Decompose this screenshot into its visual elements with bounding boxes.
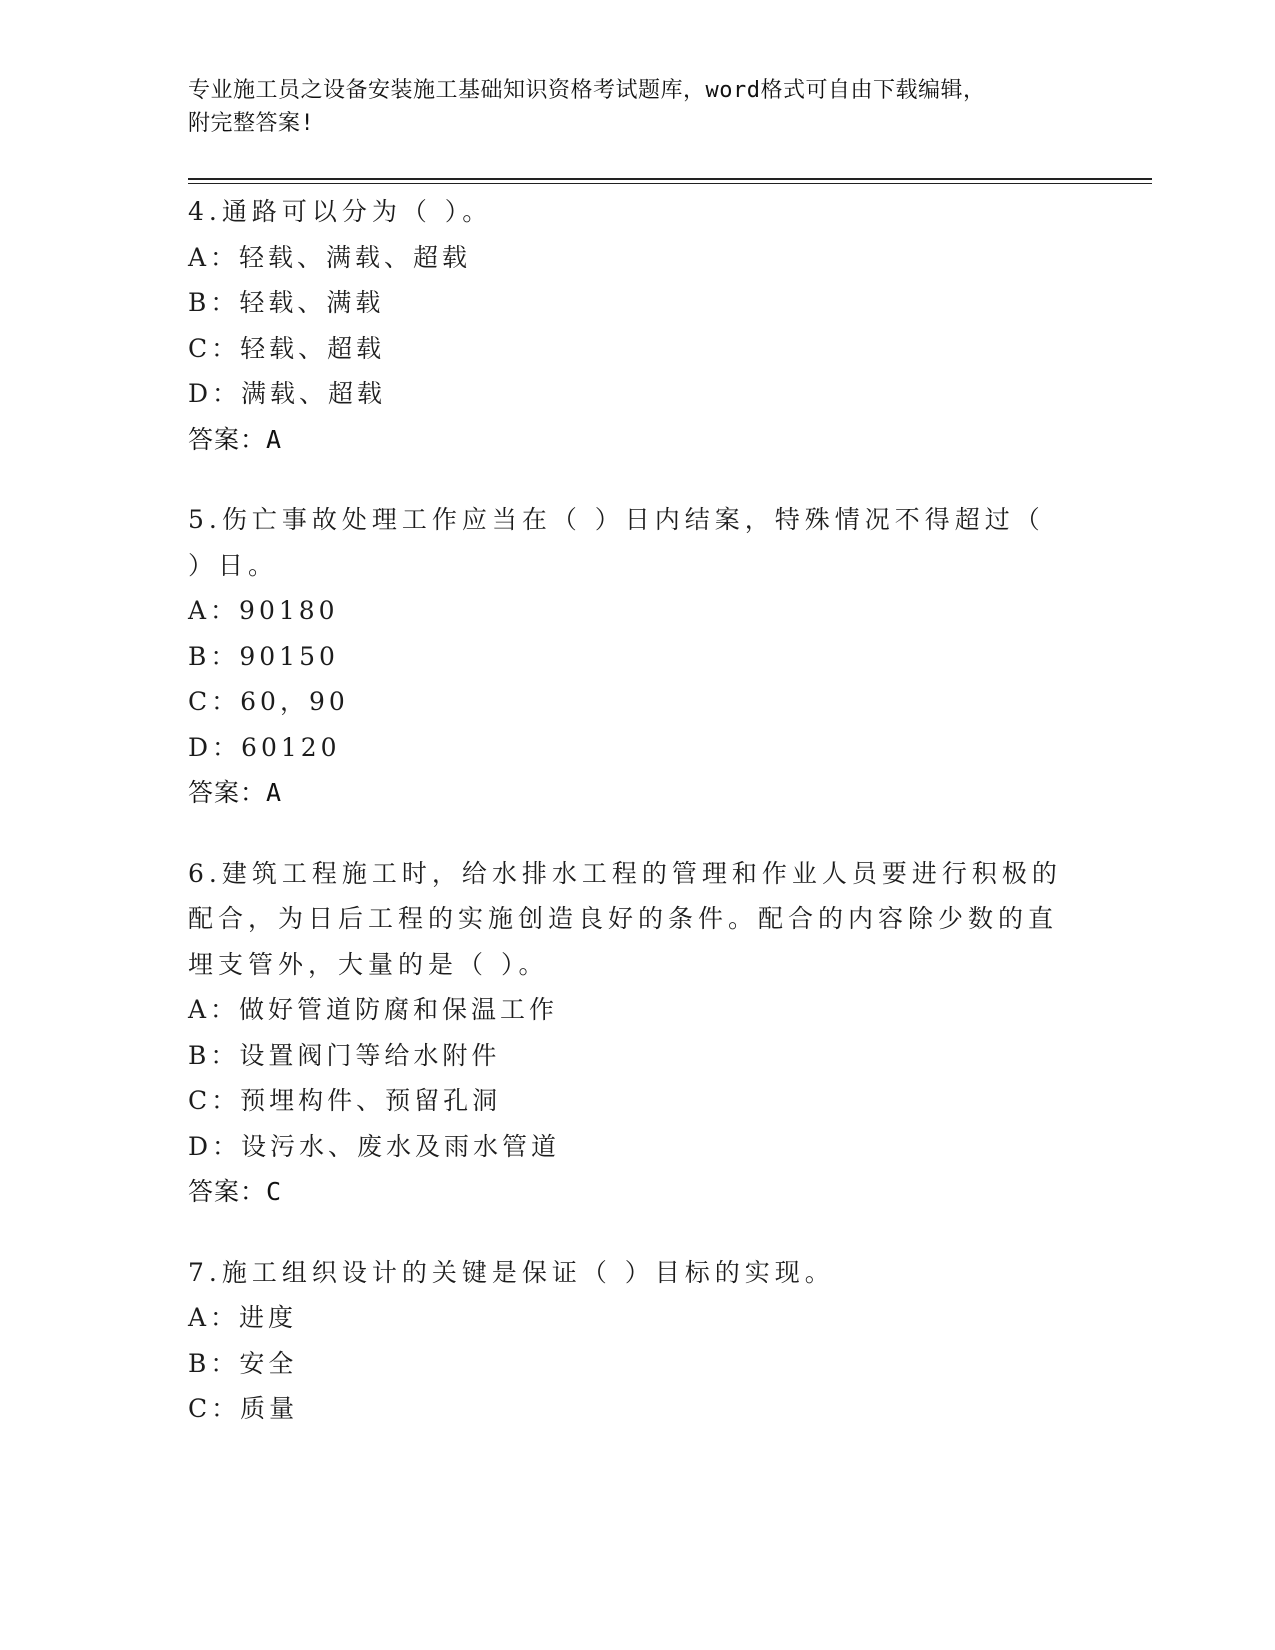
question-6 bbox=[188, 851, 1088, 1215]
option-c: C：轻载、超载 bbox=[188, 333, 386, 363]
option-d: D：设污水、废水及雨水管道 bbox=[188, 1131, 561, 1161]
option-a: A：做好管道防腐和保温工作 bbox=[188, 995, 559, 1024]
question-5 bbox=[188, 497, 1088, 816]
option-b: B：安全 bbox=[188, 1348, 298, 1378]
option-a: A：90180 bbox=[188, 596, 339, 625]
question-stem: 7.施工组织设计的关键是保证（ ）目标的实现。 bbox=[188, 1257, 835, 1287]
option-d: D：60120 bbox=[188, 732, 341, 762]
option-d: D：满载、超载 bbox=[188, 379, 387, 408]
option-b: B：设置阀门等给水附件 bbox=[188, 1040, 501, 1070]
header-divider-thick bbox=[188, 178, 1152, 180]
option-c: C：60，90 bbox=[188, 687, 349, 716]
option-c: C：质量 bbox=[188, 1394, 299, 1423]
question-4 bbox=[188, 189, 1088, 462]
question-stem: 4.通路可以分为（ ）。 bbox=[188, 197, 493, 226]
header-line-1: 专业施工员之设备安装施工基础知识资格考试题库，word格式可自由下载编辑， bbox=[188, 78, 986, 103]
header-line-2: 附完整答案! bbox=[188, 111, 315, 136]
question-7 bbox=[188, 1250, 1088, 1432]
question-stem: 5.伤亡事故处理工作应当在（ ）日内结案，特殊情况不得超过（ ）日。 bbox=[188, 505, 1045, 580]
question-list bbox=[188, 189, 1088, 1467]
option-a: A：轻载、满载、超载 bbox=[188, 242, 472, 272]
document-header bbox=[188, 74, 1088, 140]
option-b: B：轻载、满载 bbox=[188, 288, 385, 317]
option-c: C：预埋构件、预留孔洞 bbox=[188, 1086, 502, 1115]
option-b: B：90150 bbox=[188, 641, 339, 671]
answer-line: 答案：A bbox=[188, 424, 283, 454]
question-stem: 6.建筑工程施工时，给水排水工程的管理和作业人员要进行积极的配合，为日后工程的实施创造良好的条件。配合的内容除少数的直埋支管外，大量的是（ ）。 bbox=[188, 858, 1062, 979]
option-a: A：进度 bbox=[188, 1303, 298, 1332]
header-divider-thin bbox=[188, 183, 1152, 184]
answer-line: 答案：C bbox=[188, 1177, 283, 1206]
answer-line: 答案：A bbox=[188, 778, 283, 807]
